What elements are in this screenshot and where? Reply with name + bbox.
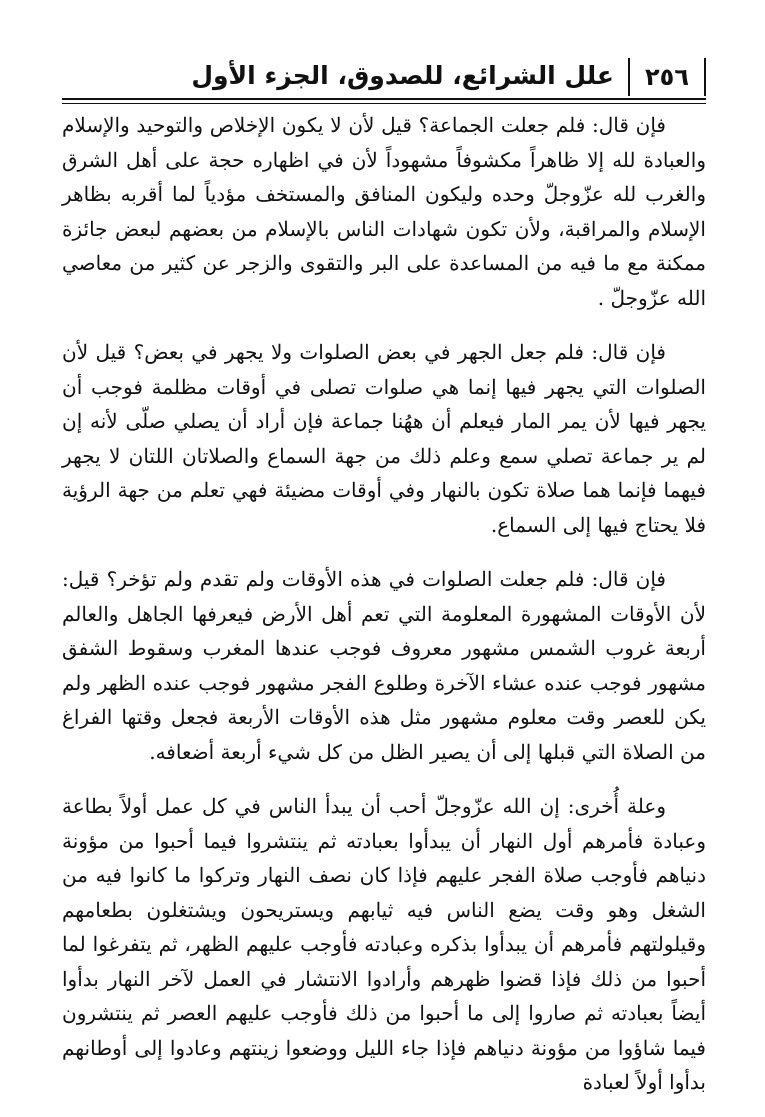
- paragraph-prayer-times: فإن قال: فلم جعلت الصلوات في هذه الأوقات ولم تقدم ولم تؤخر؟ قيل: لأن الأوقات المشهورة المعلومة التي تعم أهل الأرض فيعرفها الجاهل والعالم أربعة غروب الشمس مشهور معروف فوجب عندها المغرب وسقوط الشفق مشهور فوجب عنده عشاء الآخرة وطلوع الفجر مشهور فوجب عنده الظهر ولم يكن للعصر وقت معلوم مشهور مثل هذه الأوقات الأربعة فجعل وقتها الفراغ من الصلاة التي قبلها إلى أن يصير الظل من كل شيء أربعة أضعافه.: [62, 567, 706, 764]
- paragraph-another-reason: وعلة أُخرى: إن الله عزّوجلّ أحب أن يبدأ الناس في كل عمل أولاً بطاعة وعبادة فأمرهم أول النهار أن يبدأوا بعبادته ثم ينتشروا فيما أحبوا من مؤونة دنياهم فأوجب صلاة الفجر عليهم فإذا كان نصف النهار وتركوا ما كانوا فيه من الشغل وهو وقت يضع الناس فيه ثيابهم ويستريحون ويشتغلون بطعامهم وقيلولتهم فأمرهم أن يبدأوا بذكره وعبادته فأوجب عليهم الظهر، ثم يتفرغوا لما أحبوا من ذلك فإذا قضوا ظهرهم وأرادوا الانتشار في العمل لآخر النهار بدأوا أيضاً بعبادته ثم صاروا إلى ما أحبوا من ذلك فأوجب عليهم العصر ثم ينتشرون فيما شاؤوا من مؤونة دنياهم فإذا جاء الليل ووضعوا زينتهم وعادوا إلى أوطانهم بدأوا أولاً لعبادة: [62, 794, 706, 1094]
- page-number: ٢٥٦: [628, 58, 706, 96]
- running-title: علل الشرائع، للصدوق، الجزء الأول: [191, 61, 614, 90]
- paragraph-congregation: فإن قال: فلم جعلت الجماعة؟ قيل لأن لا يكون الإخلاص والتوحيد والإسلام والعبادة لله إلا ظاهراً مكشوفاً مشهوداً لأن في اظهاره حجة على أهل الشرق والغرب لله عزّوجلّ وحده وليكون المنافق والمستخف مؤدياً لما أقربه بظاهر الإسلام والمراقبة، ولأن تكون شهادات الناس بالإسلام من بعضهم لبعض جائزة ممكنة مع ما فيه من المساعدة على البر والتقوى والزجر عن كثير من معاصي الله عزّوجلّ .: [62, 113, 706, 310]
- page-body: [62, 108, 706, 1100]
- paragraph-loud-recitation: فإن قال: فلم جعل الجهر في بعض الصلوات ولا يجهر في بعض؟ قيل لأن الصلوات التي يجهر فيها إنما هي صلوات تصلى في أوقات مظلمة فوجب أن يجهر فيها لأن يمر المار فيعلم أن ههُنا جماعة فإن أراد أن يصلي صلّى لأنه إن لم ير جماعة تصلي سمع وعلم ذلك من جهة السماع والصلاتان اللتان لا يجهر فيهما فإنما هما صلاة تكون بالنهار وفي أوقات مضيئة فهي تعلم من جهة الرؤية فلا يحتاج فيها إلى السماع.: [62, 340, 706, 537]
- page-header: [62, 52, 706, 100]
